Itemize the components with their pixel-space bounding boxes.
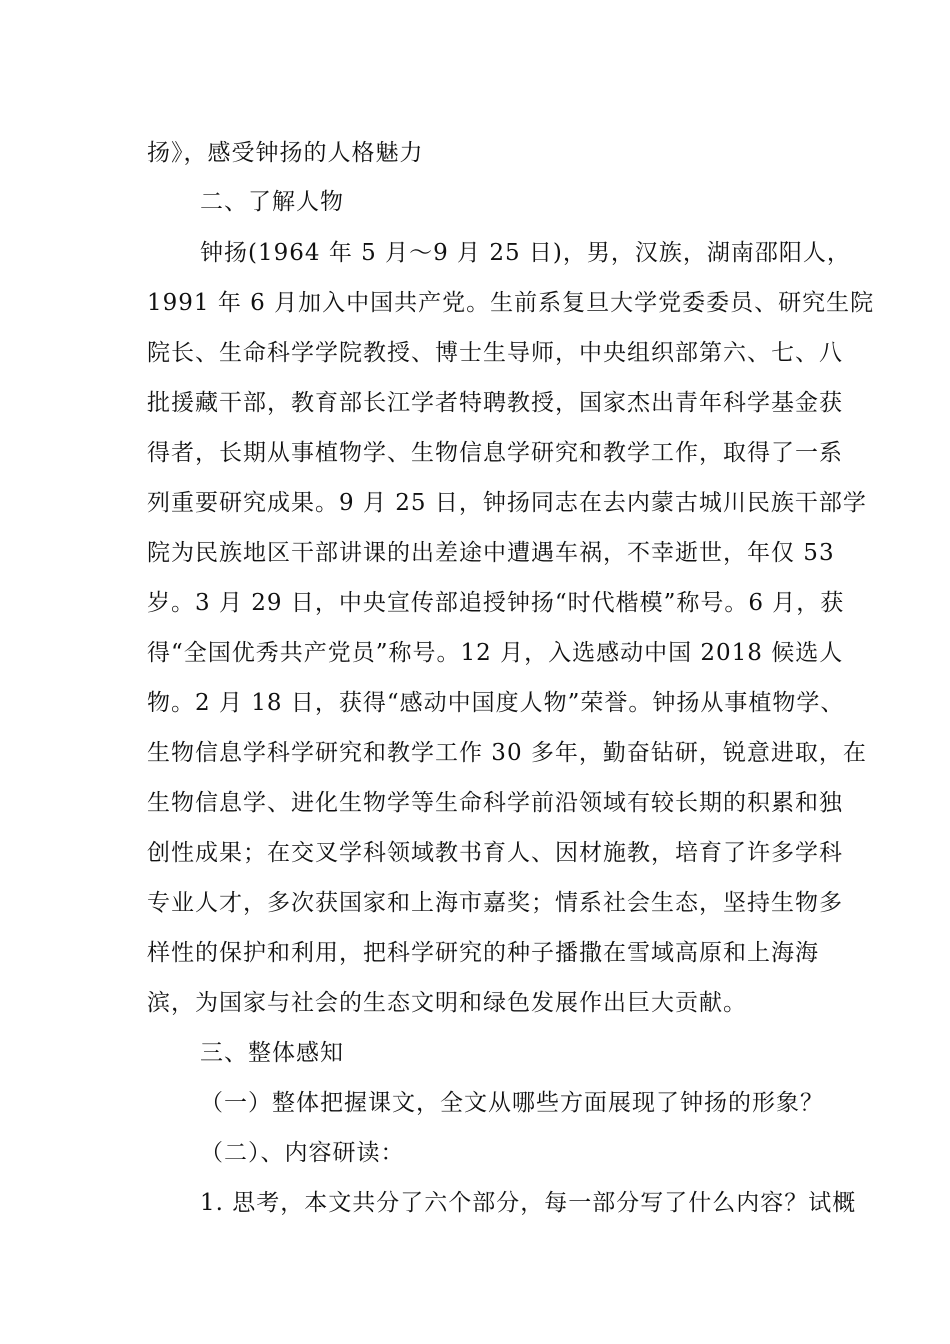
paragraph-line: 钟扬(1964 年 5 月～9 月 25 日)，男，汉族，湖南邵阳人， [200, 240, 851, 266]
paragraph-line: 生物信息学科学研究和教学工作 30 多年，勤奋钻研，锐意进取，在 [147, 740, 867, 766]
paragraph-line: 样性的保护和利用，把科学研究的种子播撒在雪域高原和上海海 [147, 940, 819, 966]
paragraph-line: 批援藏干部，教育部长江学者特聘教授，国家杰出青年科学基金获 [147, 390, 843, 416]
paragraph-line: 列重要研究成果。9 月 25 日，钟扬同志在去内蒙古城川民族干部学 [147, 490, 867, 516]
paragraph-line: 院为民族地区干部讲课的出差途中遭遇车祸，不幸逝世，年仅 53 [147, 540, 835, 566]
question-line: 1. 思考，本文共分了六个部分，每一部分写了什么内容？试概 [200, 1190, 857, 1216]
section-heading-overall-perception: 三、整体感知 [200, 1040, 344, 1066]
question-line: （一）整体把握课文，全文从哪些方面展现了钟扬的形象？ [200, 1090, 824, 1116]
subheading-content-study: （二）、内容研读： [200, 1140, 405, 1166]
paragraph-line: 1991 年 6 月加入中国共产党。生前系复旦大学党委委员、研究生院 [147, 290, 875, 316]
section-heading-understand-person: 二、了解人物 [200, 189, 344, 215]
paragraph-line: 得者，长期从事植物学、生物信息学研究和教学工作，取得了一系 [147, 440, 843, 466]
paragraph-line: 创性成果；在交叉学科领域教书育人、因材施教，培育了许多学科 [147, 840, 843, 866]
paragraph-line-last: 滨，为国家与社会的生态文明和绿色发展作出巨大贡献。 [147, 990, 747, 1016]
text-line-continuation: 扬》，感受钟扬的人格魅力 [147, 140, 424, 166]
paragraph-line: 生物信息学、进化生物学等生命科学前沿领域有较长期的积累和独 [147, 790, 843, 816]
paragraph-line: 专业人才，多次获国家和上海市嘉奖；情系社会生态，坚持生物多 [147, 890, 843, 916]
paragraph-line: 物。2 月 18 日，获得“感动中国度人物”荣誉。钟扬从事植物学、 [147, 690, 845, 716]
paragraph-line: 岁。3 月 29 日，中央宣传部追授钟扬“时代楷模”称号。6 月，获 [147, 590, 845, 616]
paragraph-line: 得“全国优秀共产党员”称号。12 月，入选感动中国 2018 候选人 [147, 640, 844, 666]
paragraph-line: 院长、生命科学学院教授、博士生导师，中央组织部第六、七、八 [147, 340, 843, 366]
